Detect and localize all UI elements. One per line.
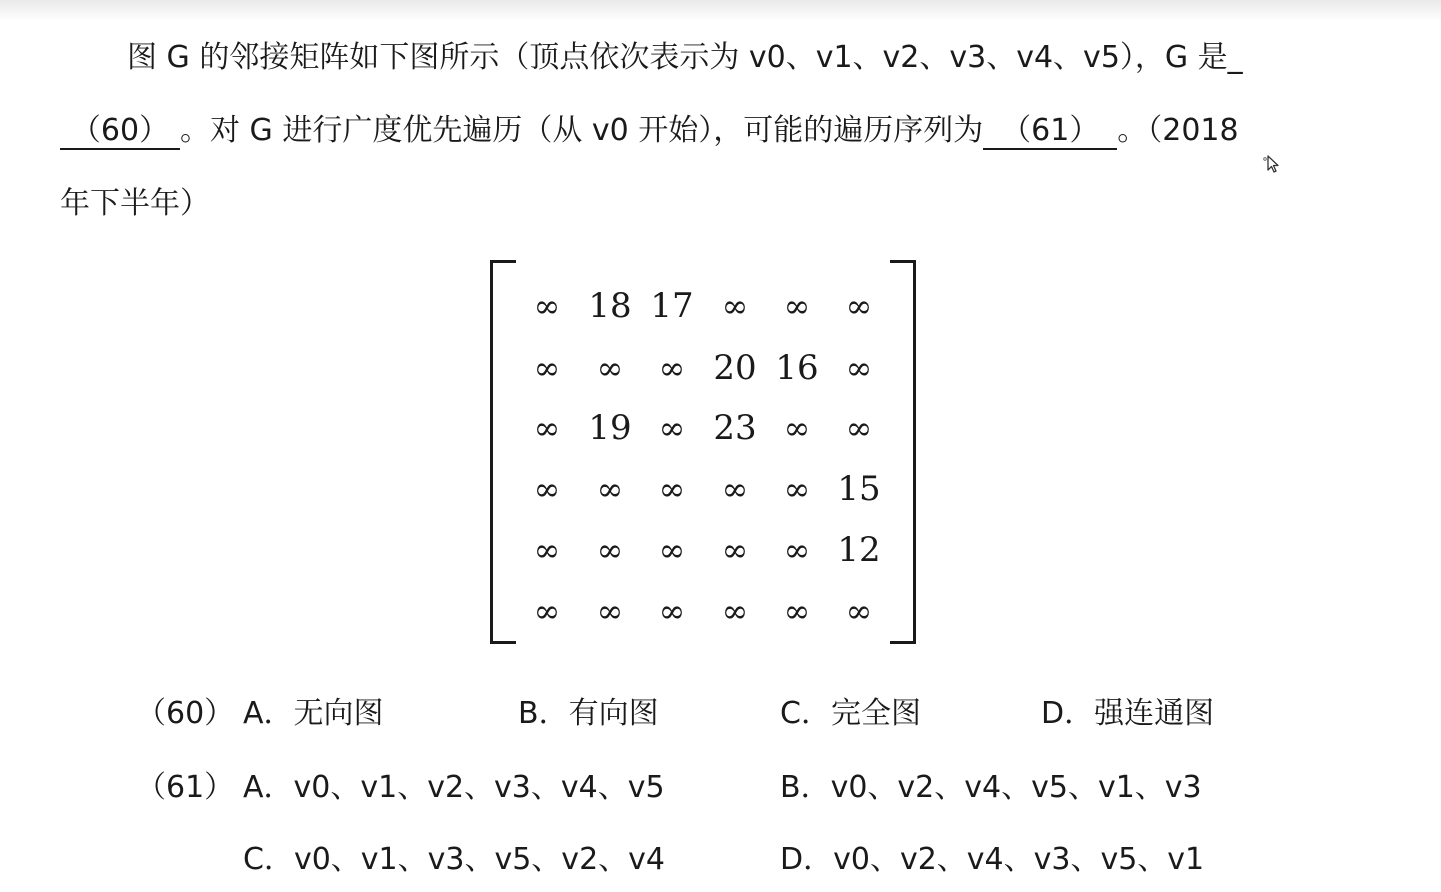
q60-option-b[interactable]: B．有向图 (518, 696, 659, 731)
matrix-cell-r1-c2: ∞ (658, 349, 686, 387)
matrix-cell-r1-c1: ∞ (596, 349, 624, 387)
question-text-3: 年下半年） (60, 186, 210, 221)
blank-61: （61） (983, 114, 1117, 150)
matrix-left-bracket (490, 260, 516, 644)
question-text-1: 图 G 的邻接矩阵如下图所示（顶点依次表示为 v0、v1、v2、v3、v4、v5），G 是_ (127, 40, 1243, 75)
matrix-cell-r0-c2: 17 (650, 286, 694, 326)
matrix-cell-r0-c5: ∞ (845, 287, 873, 325)
matrix-cell-r0-c4: ∞ (783, 287, 811, 325)
matrix-cell-r4-c4: ∞ (783, 531, 811, 569)
matrix-cell-r0-c0: ∞ (533, 287, 561, 325)
matrix-cell-r1-c4: 16 (775, 348, 819, 388)
adjacency-matrix (488, 260, 918, 644)
matrix-cell-r3-c3: ∞ (721, 470, 749, 508)
matrix-cell-r2-c3: 23 (713, 408, 757, 448)
matrix-cell-r5-c5: ∞ (845, 592, 873, 630)
q60-option-d[interactable]: D．强连通图 (1041, 696, 1215, 731)
matrix-cell-r5-c0: ∞ (533, 592, 561, 630)
q60-option-a[interactable]: A．无向图 (243, 696, 384, 731)
matrix-cell-r0-c3: ∞ (721, 287, 749, 325)
question-text-2: 。对 G 进行广度优先遍历（从 v0 开始），可能的遍历序列为 (180, 113, 984, 148)
matrix-right-bracket (890, 260, 916, 644)
q61-option-a[interactable]: A．v0、v1、v2、v3、v4、v5 (243, 770, 665, 805)
matrix-cell-r3-c1: ∞ (596, 470, 624, 508)
q60-label: （60） (136, 696, 235, 731)
matrix-cell-r2-c1: 19 (588, 408, 632, 448)
matrix-cell-r4-c1: ∞ (596, 531, 624, 569)
matrix-cell-r2-c5: ∞ (845, 409, 873, 447)
mouse-pointer-icon (1262, 153, 1284, 175)
matrix-cell-r2-c0: ∞ (533, 409, 561, 447)
matrix-cell-r4-c0: ∞ (533, 531, 561, 569)
matrix-cell-r1-c3: 20 (713, 348, 757, 388)
matrix-cell-r2-c4: ∞ (783, 409, 811, 447)
matrix-cell-r5-c2: ∞ (658, 592, 686, 630)
matrix-cell-r4-c2: ∞ (658, 531, 686, 569)
matrix-cell-r4-c3: ∞ (721, 531, 749, 569)
matrix-cell-r5-c4: ∞ (783, 592, 811, 630)
q61-option-c[interactable]: C．v0、v1、v3、v5、v2、v4 (243, 842, 665, 877)
matrix-cell-r5-c1: ∞ (596, 592, 624, 630)
matrix-cell-r3-c0: ∞ (533, 470, 561, 508)
matrix-cell-r1-c0: ∞ (533, 349, 561, 387)
matrix-cell-r0-c1: 18 (588, 286, 632, 326)
question-line-2 (60, 111, 1239, 151)
q61-option-d[interactable]: D．v0、v2、v4、v3、v5、v1 (780, 842, 1205, 877)
q61-option-b[interactable]: B．v0、v2、v4、v5、v1、v3 (780, 770, 1202, 805)
q60-option-c[interactable]: C．完全图 (780, 696, 921, 731)
top-edge-shadow (0, 0, 1441, 22)
question-line-1 (127, 38, 1243, 78)
question-text-2-end: 。（2018 (1117, 113, 1239, 148)
matrix-cell-r2-c2: ∞ (658, 409, 686, 447)
matrix-cell-r3-c5: 15 (837, 469, 881, 509)
blank-60: （60） (60, 114, 180, 150)
matrix-cell-r3-c2: ∞ (658, 470, 686, 508)
q61-label: （61） (136, 770, 235, 805)
matrix-cell-r4-c5: 12 (837, 530, 881, 570)
matrix-cell-r3-c4: ∞ (783, 470, 811, 508)
question-line-3 (60, 184, 210, 224)
matrix-cell-r5-c3: ∞ (721, 592, 749, 630)
matrix-cell-r1-c5: ∞ (845, 349, 873, 387)
